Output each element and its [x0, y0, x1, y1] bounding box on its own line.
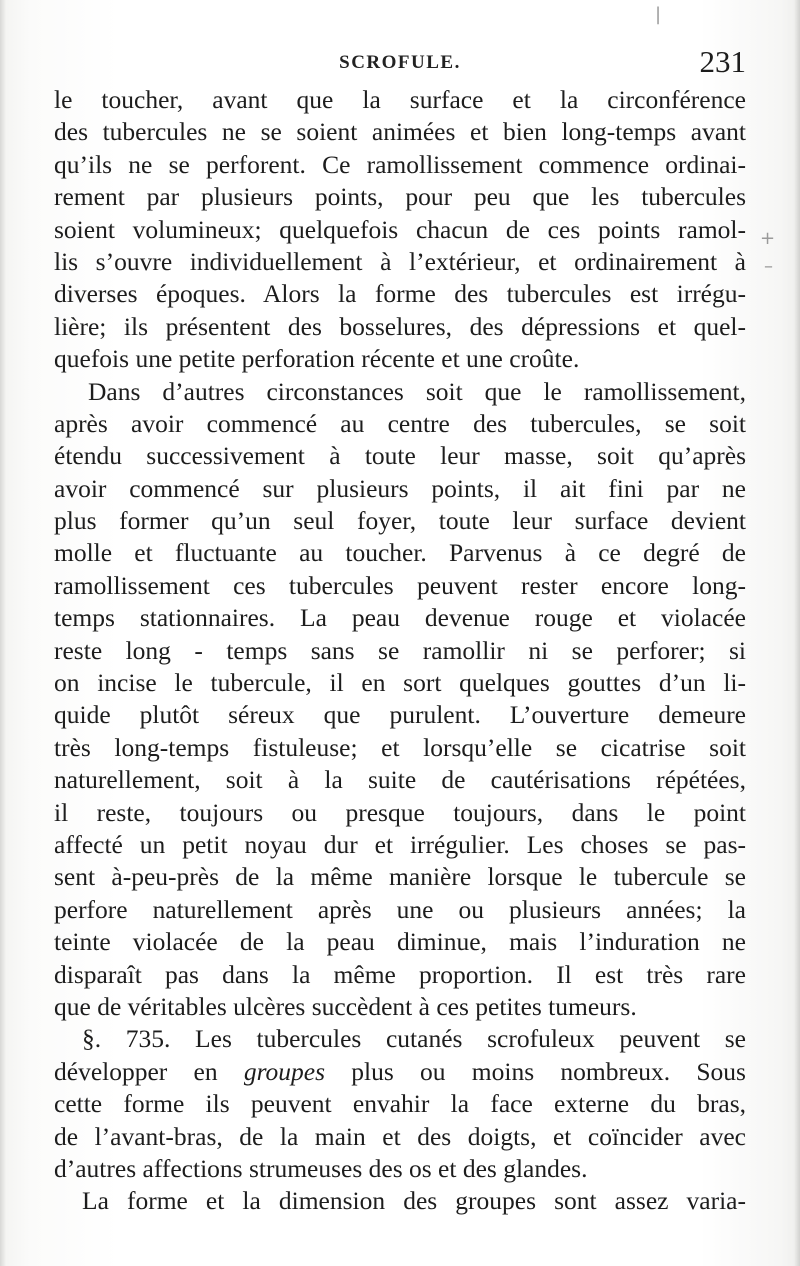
text-line: rement par plusieurs points, pour peu que les tubercules — [54, 182, 746, 212]
text-line: reste long - temps sans se ramollir ni se perforer; si — [54, 635, 746, 665]
text-line: des tubercules ne se soient animées et bien long-temps avant — [54, 117, 746, 147]
margin-speck: | — [655, 4, 662, 25]
paragraph-start-line: Dans d’autres circonstances soit que le ramollissement, — [88, 376, 746, 406]
paragraph-end-line: d’autres affections strumeuses des os et des glandes. — [54, 1153, 588, 1183]
text-line: teinte violacée de la peau diminue, mais l’induration ne — [54, 927, 746, 957]
text-line: avoir commencé sur plusieurs points, il ait fini par ne — [54, 473, 746, 503]
running-head: SCROFULE. — [339, 52, 461, 73]
paragraph-end-line: quefois une petite perforation récente et une croûte. — [54, 344, 580, 374]
text-segment: plus ou moins nombreux. Sous — [325, 1056, 746, 1086]
text-line: après avoir commencé au centre des tubercules, se soit — [54, 408, 746, 438]
paragraph-end-line: que de véritables ulcères succèdent à ces petites tumeurs. — [54, 991, 637, 1021]
text-line: cette forme ils peuvent envahir la face externe du bras, — [54, 1089, 746, 1119]
text-line: étendu successivement à toute leur masse, soit qu’après — [54, 441, 746, 471]
paragraph-start-line: La forme et la dimension des groupes sont assez varia- — [82, 1186, 746, 1216]
text-line: quide plutôt séreux que purulent. L’ouverture demeure — [54, 700, 746, 730]
text-line: soient volumineux; quelquefois chacun de ces points ramol- — [54, 214, 746, 244]
text-line: il reste, toujours ou presque toujours, dans le point — [54, 797, 746, 827]
italic-term: groupes — [243, 1056, 326, 1086]
text-line: le toucher, avant que la surface et la circonférence — [54, 85, 746, 114]
page-header — [54, 44, 746, 84]
text-line: affecté un petit noyau dur et irrégulier. Les choses se pas- — [54, 829, 746, 859]
text-line: très long-temps fistuleuse; et lorsqu’elle se cicatrise soit — [54, 732, 746, 762]
margin-speck: + — [760, 228, 776, 249]
section-start-line: §. 735. Les tubercules cutanés scrofuleux peuvent se — [82, 1024, 746, 1054]
text-line: temps stationnaires. La peau devenue rouge et violacée — [54, 603, 746, 633]
text-line: lière; ils présentent des bosselures, des dépressions et quel- — [54, 311, 746, 341]
text-line — [54, 1056, 746, 1088]
text-line: diverses époques. Alors la forme des tubercules est irrégu- — [54, 279, 746, 309]
text-line: ramollissement ces tubercules peuvent rester encore long- — [54, 570, 746, 600]
margin-speck: – — [764, 256, 773, 277]
page-number: 231 — [699, 44, 746, 79]
right-page-edge — [794, 0, 800, 1266]
text-line: plus former qu’un seul foyer, toute leur surface devient — [54, 506, 746, 536]
left-page-edge — [0, 0, 6, 1266]
text-line: de l’avant-bras, de la main et des doigts, et coïncider avec — [54, 1121, 746, 1151]
text-line: molle et fluctuante au toucher. Parvenus à ce degré de — [54, 538, 746, 568]
text-line: naturellement, soit à la suite de cautérisations répétées, — [54, 765, 746, 795]
text-line: lis s’ouvre individuellement à l’extérieur, et ordinairement à — [54, 246, 746, 276]
body-text — [54, 84, 746, 1218]
text-line: disparaît pas dans la même proportion. Il est très rare — [54, 959, 746, 989]
text-line: on incise le tubercule, il en sort quelques gouttes d’un li- — [54, 668, 746, 698]
text-line: sent à-peu-près de la même manière lorsque le tubercule se — [54, 862, 746, 892]
text-line: perfore naturellement après une ou plusieurs années; la — [54, 894, 746, 924]
text-segment: développer en — [54, 1056, 244, 1086]
text-line: qu’ils ne se perforent. Ce ramollissement commence ordinai- — [54, 149, 746, 179]
